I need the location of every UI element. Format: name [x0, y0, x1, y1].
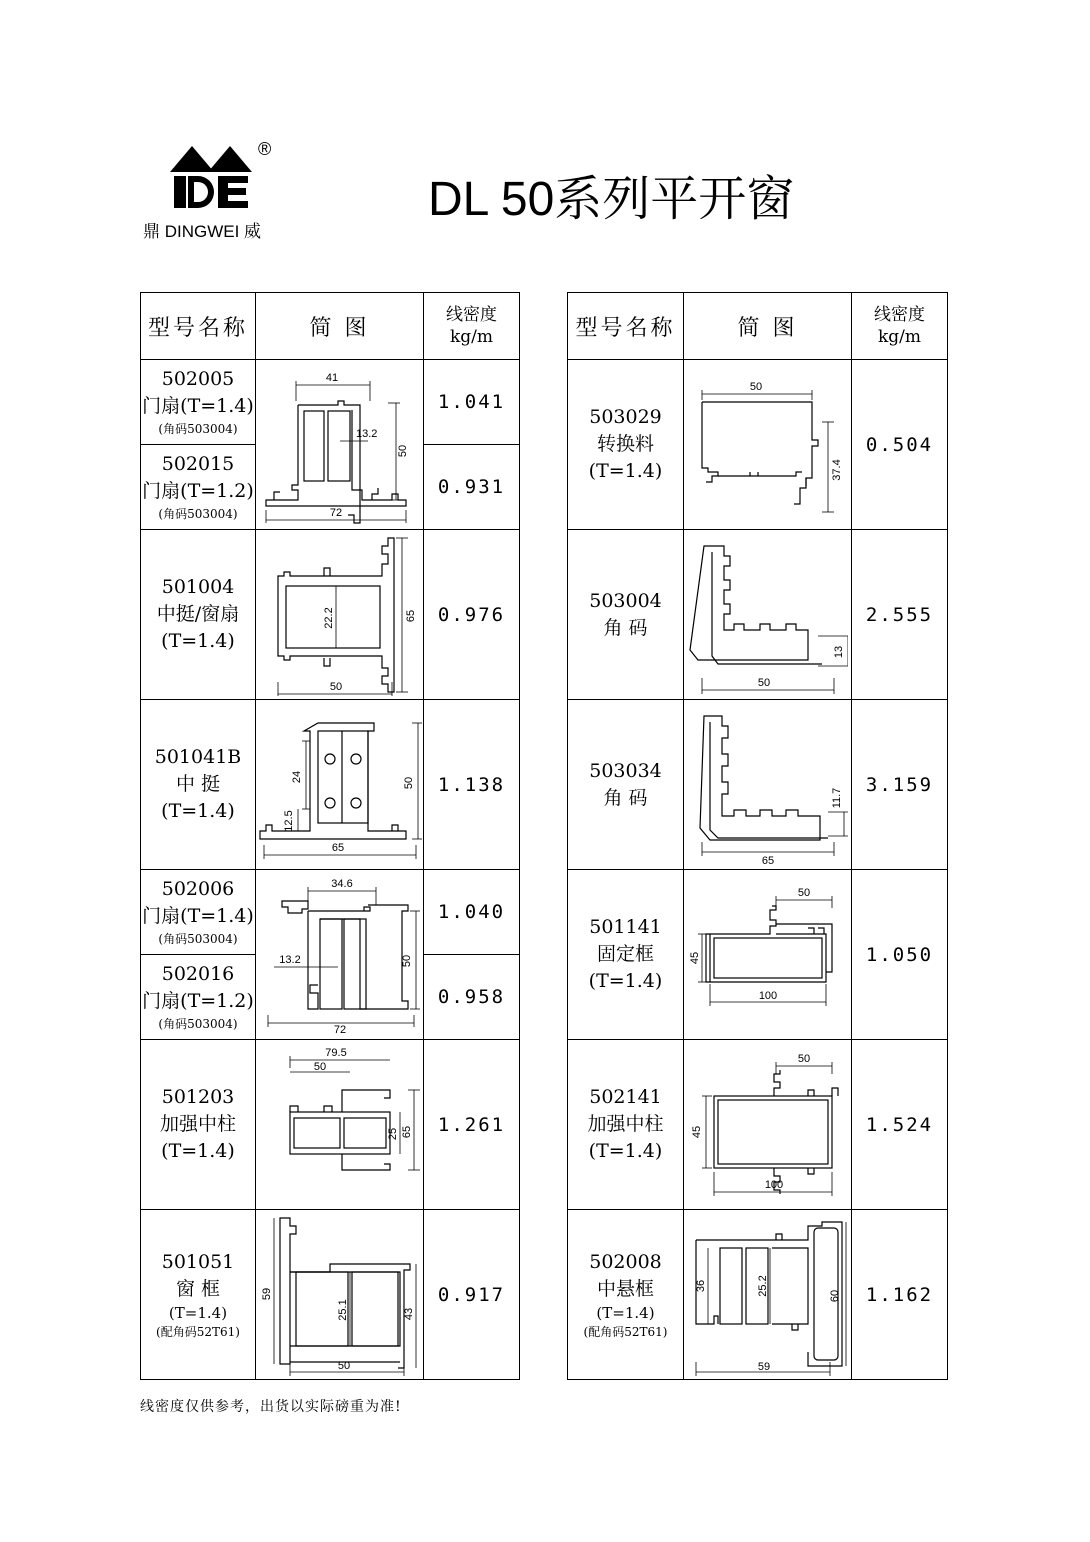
table-row	[141, 1210, 520, 1380]
profile-drawing-cell	[684, 700, 852, 870]
model-name: 加强中柱	[159, 1113, 236, 1135]
dimension-label: 22.2	[322, 606, 335, 629]
density-value: 1.041	[424, 360, 520, 445]
table-row	[141, 530, 520, 700]
profile-drawing	[688, 362, 848, 528]
model-code: 501141	[589, 916, 662, 938]
model-name-cell	[141, 955, 256, 1040]
model-name-cell	[568, 1210, 684, 1380]
dimension-label: 13.2	[355, 427, 377, 440]
header-density-unit: kg/m	[877, 327, 922, 347]
profile-drawing-cell	[256, 1210, 424, 1380]
dimension-label: 43	[402, 1307, 415, 1320]
model-code: 501051	[161, 1250, 235, 1273]
profile-drawing	[688, 872, 848, 1038]
profile-drawing	[260, 1212, 420, 1378]
model-name: 窗 框	[175, 1277, 221, 1300]
profile-drawing	[258, 705, 422, 865]
header-drawing: 简 图	[684, 293, 852, 360]
dimension-label: 50	[337, 1359, 350, 1372]
model-note: (角码503004)	[158, 932, 238, 946]
model-spec: (T=1.4)	[168, 1303, 228, 1322]
model-code: 502006	[161, 878, 235, 900]
header-model: 型号名称	[568, 293, 684, 360]
profile-drawing-cell	[684, 1210, 852, 1380]
dimension-label: 59	[260, 1287, 273, 1300]
model-name-cell	[568, 700, 684, 870]
model-name: 角 码	[603, 616, 648, 639]
dimension-label: 72	[333, 1023, 346, 1035]
model-code: 502015	[161, 453, 235, 475]
model-name: 加强中柱	[587, 1113, 664, 1135]
header-density-unit: kg/m	[449, 327, 494, 347]
profile-drawing	[260, 532, 420, 698]
table-row	[568, 1210, 948, 1380]
model-name-cell	[568, 530, 684, 700]
density-value: 1.524	[852, 1040, 948, 1210]
density-value: 1.138	[424, 700, 520, 870]
model-name: 角 码	[603, 786, 648, 809]
dimension-label: 41	[325, 371, 338, 384]
density-value: 0.976	[424, 530, 520, 700]
model-name-cell	[141, 1040, 256, 1210]
header-density	[424, 293, 520, 360]
profile-drawing	[686, 1212, 850, 1378]
header-density-label: 线密度	[874, 305, 925, 325]
table-row	[141, 1040, 520, 1210]
dimension-label: 50	[313, 1060, 326, 1073]
profile-drawing-cell	[684, 1040, 852, 1210]
dimension-label: 59	[757, 1360, 770, 1373]
model-code: 502005	[161, 368, 235, 390]
dimension-label: 100	[758, 989, 777, 1002]
header-drawing: 简 图	[256, 293, 424, 360]
model-code: 503029	[589, 406, 662, 428]
dimension-label: 50	[757, 676, 770, 689]
table-row	[141, 360, 520, 445]
table-row	[568, 530, 948, 700]
dimension-label: 65	[331, 841, 344, 854]
model-note: (配角码52T61)	[156, 1324, 240, 1339]
table-row	[568, 360, 948, 530]
profile-drawing-cell	[256, 360, 424, 530]
model-name-cell	[568, 360, 684, 530]
profile-drawing	[688, 1042, 848, 1208]
model-name: 门扇(T=1.4)	[142, 905, 254, 927]
dimension-label: 50	[797, 886, 810, 899]
page-title: DL 50系列平开窗	[428, 173, 795, 226]
model-name-cell	[141, 445, 256, 530]
profile-drawing-cell	[684, 530, 852, 700]
model-name: 转换料	[596, 433, 654, 455]
model-name-cell	[141, 700, 256, 870]
dimension-label: 13.2	[278, 953, 301, 966]
model-note: (配角码52T61)	[583, 1324, 668, 1339]
model-code: 501004	[161, 576, 235, 598]
dimension-label: 36	[694, 1279, 707, 1292]
dimension-label: 37.4	[830, 458, 843, 481]
model-name: 固定框	[596, 943, 654, 965]
model-spec: (T=1.4)	[588, 460, 663, 482]
model-code: 503034	[589, 759, 662, 782]
model-code: 501203	[161, 1086, 235, 1108]
dimension-label: 100	[764, 1178, 783, 1191]
model-name-cell	[568, 870, 684, 1040]
model-code: 503004	[589, 589, 662, 612]
dimension-label: 34.6	[330, 877, 353, 890]
model-spec: (T=1.4)	[161, 1140, 235, 1162]
model-spec: (T=1.4)	[588, 970, 663, 992]
model-note: (角码503004)	[158, 422, 238, 436]
table-header-row	[141, 293, 520, 360]
profile-drawing-cell	[256, 700, 424, 870]
dimension-label: 60	[828, 1289, 841, 1302]
profile-drawing-cell	[684, 360, 852, 530]
model-name: 中挺/窗扇	[156, 603, 240, 625]
dimension-label: 50	[329, 680, 342, 693]
footnote: 线密度仅供参考，出货以实际磅重为准!	[140, 1399, 402, 1415]
density-value: 1.162	[852, 1210, 948, 1380]
dimension-label: 45	[688, 951, 701, 964]
model-name: 门扇(T=1.2)	[142, 480, 254, 502]
profile-drawing-cell	[256, 870, 424, 1040]
dimension-label: 50	[749, 380, 762, 393]
dimension-label: 72	[329, 506, 342, 519]
registered-mark: ®	[258, 139, 272, 159]
profile-drawing	[260, 365, 420, 525]
model-note: (角码503004)	[158, 507, 238, 521]
density-value: 1.261	[424, 1040, 520, 1210]
dimension-label: 45	[690, 1125, 703, 1138]
model-spec: (T=1.4)	[596, 1303, 655, 1322]
dimension-label: 65	[400, 1125, 413, 1138]
dimension-label: 65	[761, 854, 774, 867]
model-name: 中 挺	[175, 773, 221, 795]
model-code: 502141	[589, 1086, 662, 1108]
density-value: 0.931	[424, 445, 520, 530]
model-name-cell	[141, 360, 256, 445]
profile-drawing	[260, 875, 420, 1035]
left-catalog-table	[140, 292, 520, 1380]
dimension-label: 11.7	[830, 787, 843, 808]
table-row	[568, 700, 948, 870]
model-name-cell	[568, 1040, 684, 1210]
density-value: 3.159	[852, 700, 948, 870]
table-row	[568, 1040, 948, 1210]
dimension-label: 50	[396, 444, 409, 457]
profile-drawing-cell	[256, 1040, 424, 1210]
density-value: 1.040	[424, 870, 520, 955]
density-value: 2.555	[852, 530, 948, 700]
model-spec: (T=1.4)	[588, 1140, 663, 1162]
dimension-label: 65	[404, 609, 417, 622]
model-name: 门扇(T=1.4)	[142, 395, 254, 417]
model-code: 501041B	[154, 746, 242, 768]
model-name: 中悬框	[596, 1277, 654, 1300]
table-header-row	[568, 293, 948, 360]
dingwei-logo-mark	[170, 140, 260, 212]
header-density	[852, 293, 948, 360]
table-row	[141, 700, 520, 870]
model-name-cell	[141, 870, 256, 955]
dimension-label: 24	[290, 770, 303, 783]
model-name-cell	[141, 530, 256, 700]
table-row	[568, 870, 948, 1040]
dimension-label: 79.5	[324, 1046, 347, 1059]
brand-wordmark: 鼎 DINGWEI 威	[143, 222, 262, 241]
dimension-label: 50	[797, 1052, 810, 1065]
dimension-label: 50	[402, 776, 415, 789]
density-value: 0.504	[852, 360, 948, 530]
profile-drawing-cell	[684, 870, 852, 1040]
dimension-label: 12.5	[282, 809, 295, 832]
model-code: 502008	[589, 1250, 662, 1273]
model-code: 502016	[161, 963, 235, 985]
density-value: 0.917	[424, 1210, 520, 1380]
dimension-label: 13	[832, 645, 845, 658]
profile-drawing	[260, 1042, 420, 1208]
table-row	[141, 870, 520, 955]
density-value: 1.050	[852, 870, 948, 1040]
dimension-label: 25.1	[336, 1298, 349, 1321]
profile-drawing	[688, 532, 848, 698]
model-name-cell	[141, 1210, 256, 1380]
profile-drawing-cell	[256, 530, 424, 700]
dimension-label: 50	[400, 954, 413, 967]
model-spec: (T=1.4)	[161, 630, 235, 652]
profile-drawing	[688, 702, 848, 868]
model-name: 门扇(T=1.2)	[142, 990, 254, 1012]
density-value: 0.958	[424, 955, 520, 1040]
model-note: (角码503004)	[158, 1017, 238, 1031]
right-catalog-table	[567, 292, 948, 1380]
dimension-label: 25.2	[756, 1274, 769, 1297]
dimension-label: 25	[386, 1127, 399, 1140]
header-model: 型号名称	[141, 293, 256, 360]
model-spec: (T=1.4)	[161, 800, 235, 822]
header-density-label: 线密度	[446, 305, 497, 325]
dingwei-logo	[140, 135, 290, 245]
